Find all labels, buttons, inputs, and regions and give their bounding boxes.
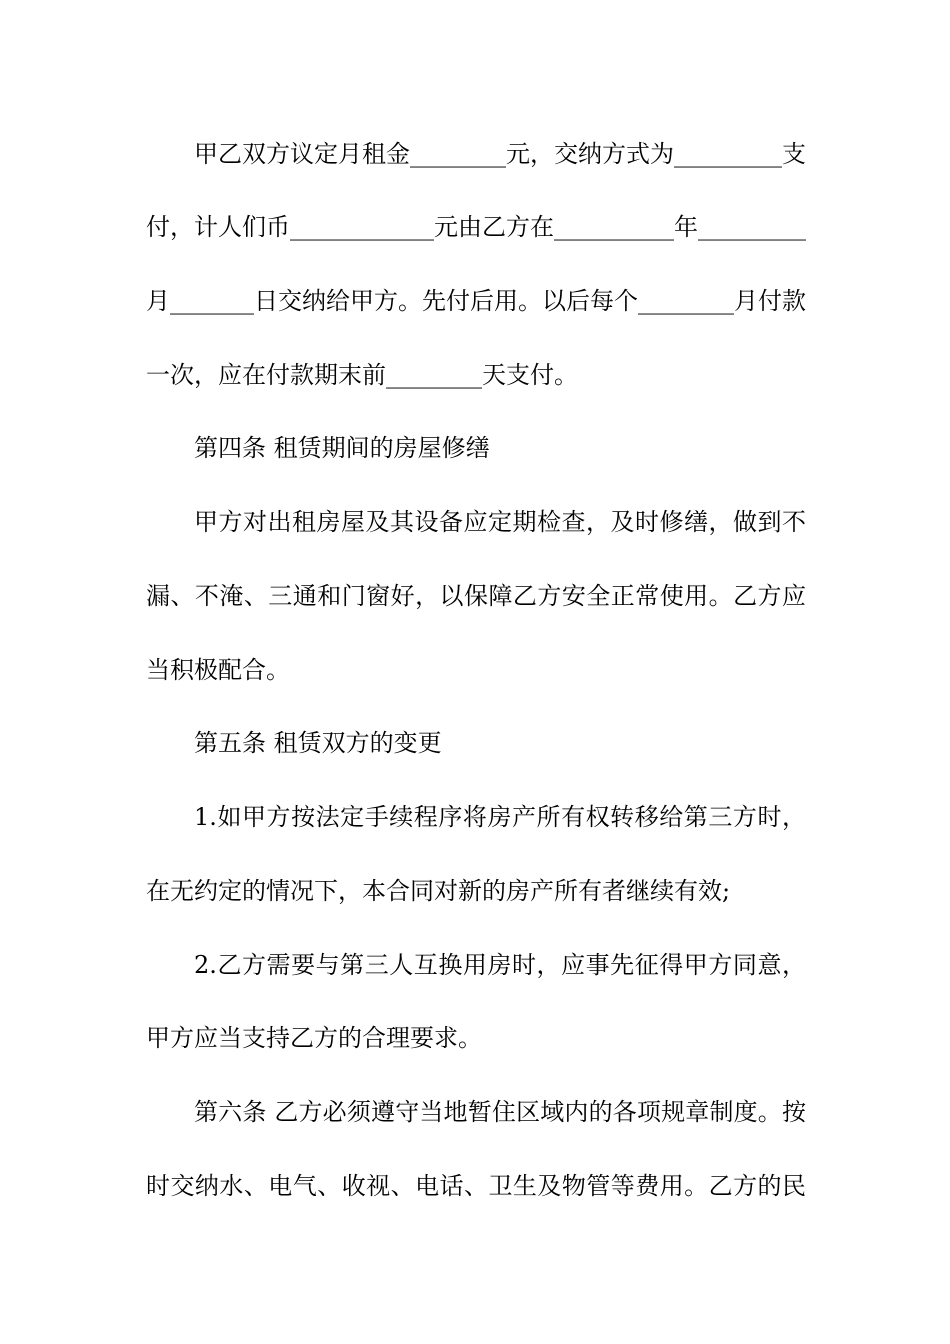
text-line: 在无约定的情况下，本合同对新的房产所有者继续有效; xyxy=(146,877,731,905)
section-heading: 第六条 乙方必须遵守当地暂住区域内的各项规章制度。按 xyxy=(194,1098,806,1126)
text-line: 甲方应当支持乙方的合理要求。 xyxy=(146,1024,482,1052)
section-heading: 第五条 租赁双方的变更 xyxy=(194,729,442,757)
text-line: 时交纳水、电气、收视、电话、卫生及物管等费用。乙方的民 xyxy=(146,1172,806,1200)
text-line: 甲方对出租房屋及其设备应定期检查，及时修缮，做到不 xyxy=(194,508,806,536)
text-line: 1.如甲方按法定手续程序将房产所有权转移给第三方时， xyxy=(194,803,806,831)
text-line: 当积极配合。 xyxy=(146,656,290,684)
text-line: 2.乙方需要与第三人互换用房时，应事先征得甲方同意， xyxy=(194,951,806,979)
text-line: 漏、不淹、三通和门窗好，以保障乙方安全正常使用。乙方应 xyxy=(146,582,806,610)
text-line: 甲乙双方议定月租金________元，交纳方式为_________支 xyxy=(194,140,806,168)
text-line: 一次，应在付款期末前________天支付。 xyxy=(146,361,578,389)
section-heading: 第四条 租赁期间的房屋修缮 xyxy=(194,434,490,462)
text-line: 付，计人们币____________元由乙方在__________年_________ xyxy=(146,213,806,241)
text-line: 月_______日交纳给甲方。先付后用。以后每个________月付款 xyxy=(146,287,806,315)
